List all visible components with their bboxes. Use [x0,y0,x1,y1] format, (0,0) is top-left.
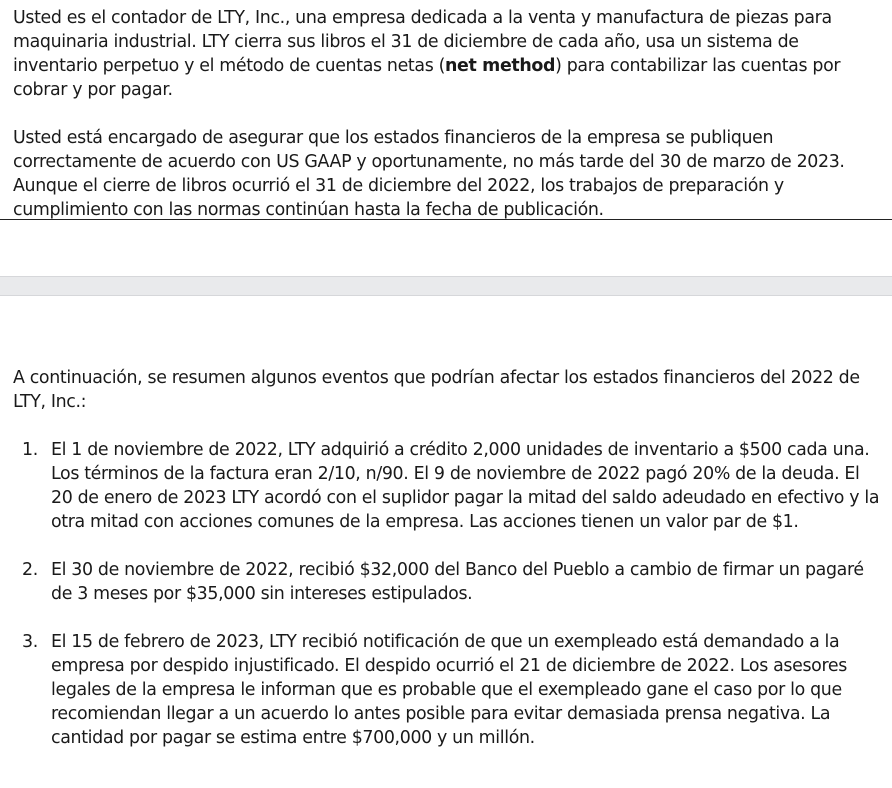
event-number: 3. [22,632,38,652]
section-divider [0,219,892,220]
event-list [13,438,885,750]
events-intro-text: A continuación, se resumen algunos eventos que podrían afectar los estados financieros del 2022 de LTY, Inc.: [13,368,860,412]
event-number: 1. [22,440,38,460]
events-section [13,366,885,750]
event-item-2 [13,558,885,606]
intro-paragraph-1-start: Usted es el contador de LTY, Inc., una empresa dedicada a la venta y manufactura de piezas para maquinaria industrial. LTY cierra sus libros el 31 de diciembre de cada año, usa un sistema de inventario perpetuo y el método de cuentas netas ( [13,8,832,76]
page-gap-band [0,276,892,296]
intro-section [13,6,885,222]
intro-paragraph-1 [13,6,885,102]
intro-paragraph-1-end: ) para contabilizar las cuentas por cobrar y por pagar. [13,56,841,100]
net-method-term: net method [445,56,556,76]
event-text: El 1 de noviembre de 2022, LTY adquirió a crédito 2,000 unidades de inventario a $500 cada una. Los términos de la factura eran 2/10, n/90. El 9 de noviembre de 2022 pagó 20% de la deuda. El 20 de enero de 2023 LTY acordó con el suplidor pagar la mitad del saldo adeudado en efectivo y la otra mitad con acciones comunes de la empresa. Las acciones tienen un valor par de $1. [51,440,880,532]
intro-paragraph-2: Usted está encargado de asegurar que los estados financieros de la empresa se publiquen correctamente de acuerdo con US GAAP y oportunamente, no más tarde del 30 de marzo de 2023. Aunque el cierre de libros ocurrió el 31 de diciembre del 2022, los trabajos de preparación y cumplimiento con las normas continúan hasta la fecha de publicación. [13,128,845,220]
event-text: El 30 de noviembre de 2022, recibió $32,000 del Banco del Pueblo a cambio de firmar un pagaré de 3 meses por $35,000 sin intereses estipulados. [51,560,864,604]
event-item-3 [13,630,885,750]
event-text: El 15 de febrero de 2023, LTY recibió notificación de que un exempleado está demandado a la empresa por despido injustificado. El despido ocurrió el 21 de diciembre de 2022. Los asesores legales de la empresa le informan que es probable que el exempleado gane el caso por lo que recomiendan llegar a un acuerdo lo antes posible para evitar demasiada prensa negativa. La cantidad por pagar se estima entre $700,000 y un millón. [51,632,847,748]
event-item-1 [13,438,885,534]
event-number: 2. [22,560,38,580]
